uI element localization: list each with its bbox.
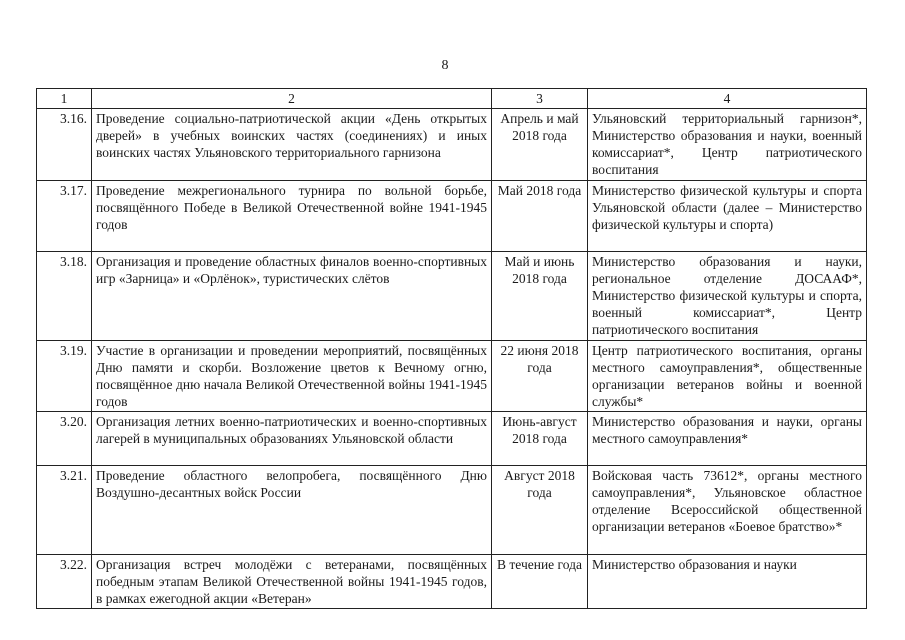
event-term: Май и июнь 2018 года: [492, 252, 588, 341]
responsible-parties: Министерство образования и науки: [588, 555, 867, 609]
column-header-event: 2: [92, 89, 492, 109]
event-term: В течение года: [492, 555, 588, 609]
responsible-parties: Войсковая часть 73612*, органы местного самоуправления*, Ульяновское областное отделение Всероссийской общественной организации ветеранов «Боевое братство»*: [588, 466, 867, 555]
event-description: Проведение межрегионального турнира по вольной борьбе, посвящённого Победе в Великой Отечественной войне 1941-1945 годов: [92, 181, 492, 252]
event-description: Организация и проведение областных финалов военно-спортивных игр «Зарница» и «Орлёнок», туристических слётов: [92, 252, 492, 341]
event-description: Организация встреч молодёжи с ветеранами, посвящённых победным этапам Великой Отечественной войны 1941-1945 годов, в рамках ежегодной акции «Ветеран»: [92, 555, 492, 609]
event-description: Участие в организации и проведении мероприятий, посвящённых Дню памяти и скорби. Возложение цветов к Вечному огню, посвящённое дню начала Великой Отечественной войны 1941-1945 годов: [92, 341, 492, 412]
table-row: [37, 466, 867, 555]
row-number: 3.21.: [37, 466, 92, 555]
responsible-parties: Центр патриотического воспитания, органы местного самоуправления*, общественные организации ветеранов войны и военной службы*: [588, 341, 867, 412]
event-term: Август 2018 года: [492, 466, 588, 555]
row-number: 3.22.: [37, 555, 92, 609]
responsible-parties: Министерство образования и науки, органы местного самоуправления*: [588, 412, 867, 466]
events-table: [36, 88, 867, 609]
event-description: Проведение областного велопробега, посвящённого Дню Воздушно-десантных войск России: [92, 466, 492, 555]
row-number: 3.17.: [37, 181, 92, 252]
table-row: [37, 181, 867, 252]
responsible-parties: Министерство физической культуры и спорта Ульяновской области (далее – Министерство физической культуры и спорта): [588, 181, 867, 252]
event-description: Организация летних военно-патриотических и военно-спортивных лагерей в муниципальных образованиях Ульяновской области: [92, 412, 492, 466]
event-term: 22 июня 2018 года: [492, 341, 588, 412]
responsible-parties: Ульяновский территориальный гарнизон*, Министерство образования и науки, военный комиссариат*, Центр патриотического воспитания: [588, 109, 867, 181]
event-description: Проведение социально-патриотической акции «День открытых дверей» в учебных воинских частях (соединениях) и иных воинских частях Ульяновского территориального гарнизона: [92, 109, 492, 181]
column-header-term: 3: [492, 89, 588, 109]
row-number: 3.18.: [37, 252, 92, 341]
row-number: 3.16.: [37, 109, 92, 181]
table-row: [37, 252, 867, 341]
event-term: Апрель и май 2018 года: [492, 109, 588, 181]
column-header-responsible: 4: [588, 89, 867, 109]
row-number: 3.19.: [37, 341, 92, 412]
table-row: [37, 341, 867, 412]
page-number: 8: [441, 58, 449, 73]
table-row: [37, 109, 867, 181]
responsible-parties: Министерство образования и науки, региональное отделение ДОСААФ*, Министерство физической культуры и спорта, военный комиссариат*, Центр патриотического воспитания: [588, 252, 867, 341]
table-row: [37, 412, 867, 466]
table-header-row: [37, 89, 867, 109]
row-number: 3.20.: [37, 412, 92, 466]
event-term: Май 2018 года: [492, 181, 588, 252]
table-row: [37, 555, 867, 609]
column-header-number: 1: [37, 89, 92, 109]
event-term: Июнь-август 2018 года: [492, 412, 588, 466]
